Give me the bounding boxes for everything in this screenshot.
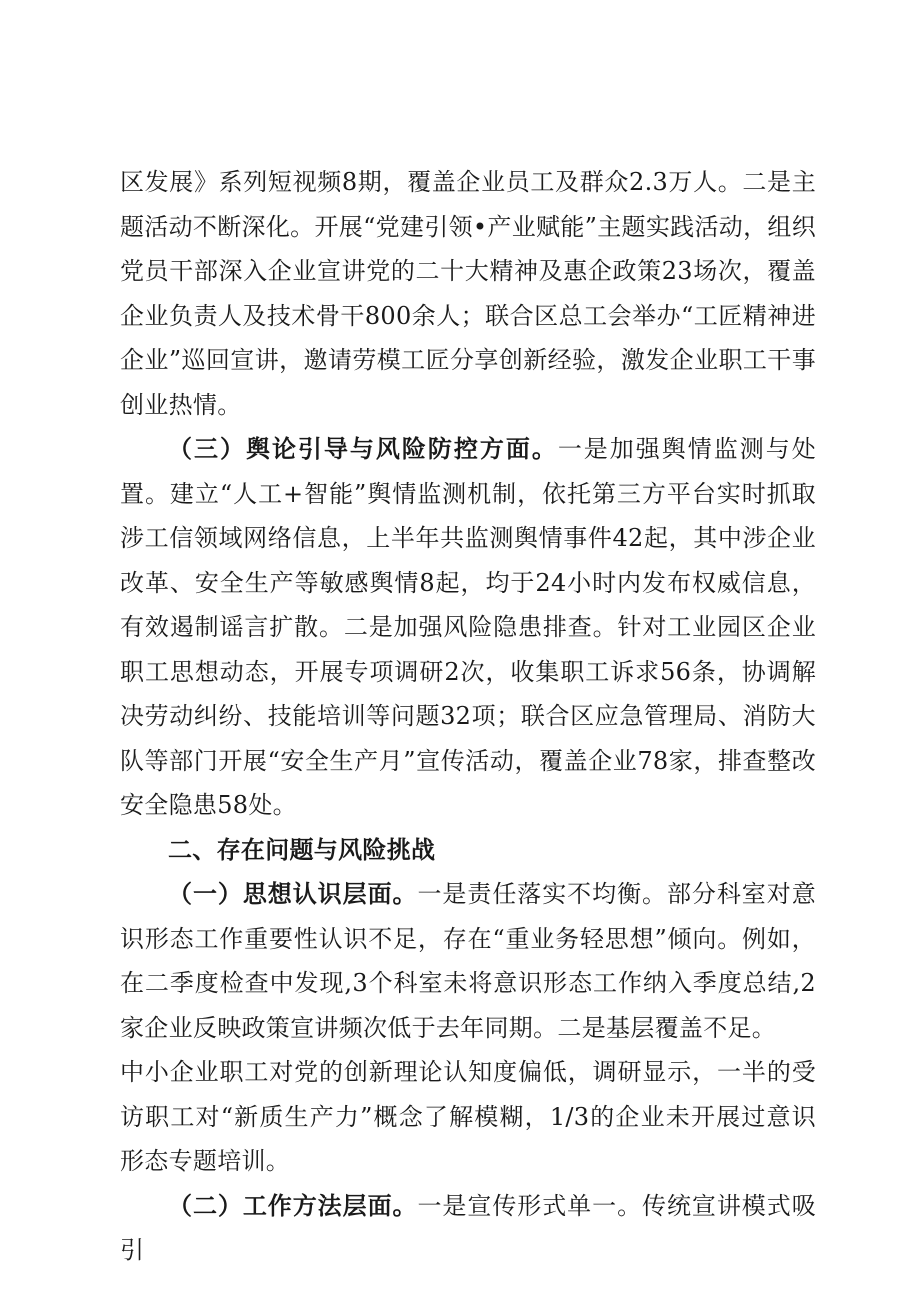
paragraph-text: 一是宣传形式单一。传统宣讲模式吸引 xyxy=(120,1191,816,1264)
section-heading-2: 二、存在问题与风险挑战 xyxy=(168,834,436,864)
paragraph-continuation: 区发展》系列短视频8期，覆盖企业员工及群众2.3万人。二是主题活动不断深化。开展“党建引领•产业赋能”主题实践活动，组织党员干部深入企业宣讲党的二十大精神及惠企政策23场次，覆盖企业负责人及技术骨干800余人；联合区总工会举办“工匠精神进企业”巡回宣讲，邀请劳模工匠分享创新经验，激发企业职工干事创业热情。 xyxy=(120,168,816,419)
document-body xyxy=(120,160,816,1273)
paragraph-public-opinion xyxy=(120,427,816,828)
subsection-heading-1: （一）思想认识层面。 xyxy=(168,879,418,908)
paragraph-ideology xyxy=(120,872,816,1050)
paragraph-text: 一是加强舆情监测与处置。建立“人工+智能”舆情监测机制，依托第三方平台实时抓取涉工信领域网络信息，上半年共监测舆情事件42起，其中涉企业改革、安全生产等敏感舆情8起，均于24小时内发布权威信息，有效遏制谣言扩散。二是加强风险隐患排查。针对工业园区企业职工思想动态，开展专项调研2次，收集职工诉求56条，协调解决劳动纠纷、技能培训等问题32项；联合区应急管理局、消防大队等部门开展“安全生产月”宣传活动，覆盖企业78家，排查整改安全隐患58处。 xyxy=(120,435,816,819)
subsection-heading-3: （三）舆论引导与风险防控方面。 xyxy=(168,434,558,463)
paragraph-text: 一是责任落实不均衡。部分科室对意识形态工作重要性认识不足，存在“重业务轻思想”倾向。例如，在二季度检查中发现,3个科室未将意识形态工作纳入季度总结,2家企业反映政策宣讲频次低于去年同期。二是基层覆盖不足。 xyxy=(120,880,816,1042)
subsection-heading-2: （二）工作方法层面。 xyxy=(168,1190,418,1220)
paragraph-sme-workers: 中小企业职工对党的创新理论认知度偏低，调研显示，一半的受访职工对“新质生产力”概念了解模糊，1/3的企业未开展过意识形态专题培训。 xyxy=(120,1058,816,1175)
paragraph-work-methods xyxy=(120,1184,816,1273)
